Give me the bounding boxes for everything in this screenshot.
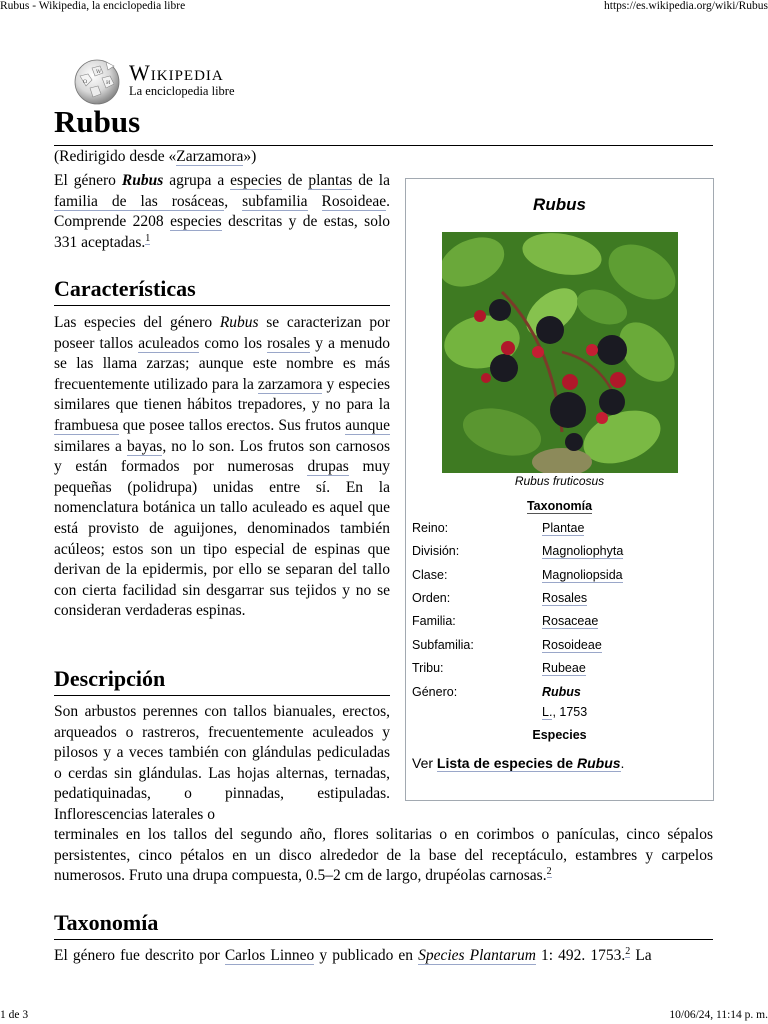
genus-name: Rubus xyxy=(219,314,259,331)
species-list-prefix: Ver xyxy=(412,755,437,771)
body-text: que posee tallos erectos. Sus frutos xyxy=(118,416,346,434)
intro-text: de la xyxy=(352,172,390,189)
taxobox-value-link[interactable]: Rosoideae xyxy=(542,638,602,652)
link-rosoideae[interactable]: Rosoideae xyxy=(321,192,387,210)
body-text: 1: 492. 1753. xyxy=(535,947,626,964)
taxobox-label: Orden: xyxy=(412,591,451,605)
taxobox-value-link[interactable]: Rubeae xyxy=(542,661,586,675)
print-footer-page: 1 de 3 xyxy=(0,1009,29,1021)
species-list-suffix: . xyxy=(620,755,625,771)
svg-text:Ω: Ω xyxy=(83,79,88,85)
section-divider xyxy=(54,939,713,940)
svg-text:И: И xyxy=(106,80,111,86)
print-header xyxy=(0,0,768,14)
heading-caracteristicas: Características xyxy=(54,276,196,301)
taxonomia-paragraph xyxy=(54,946,713,967)
body-text: La xyxy=(630,947,652,964)
body-text: y especies similares que tienen hábitos trepadores, y no para la xyxy=(54,375,390,414)
redirect-link[interactable]: Zarzamora xyxy=(176,148,244,165)
authority-link[interactable]: L. xyxy=(542,705,553,719)
genus-name: Rubus xyxy=(121,172,164,189)
species-list-link-text: Lista de especies de xyxy=(436,755,577,771)
taxobox-value-link[interactable]: Rosaceae xyxy=(542,614,599,628)
link-subfamilia[interactable]: subfamilia xyxy=(242,192,308,210)
caracteristicas-paragraph xyxy=(54,313,390,622)
descripcion-paragraph-column: Son arbustos perennes con tallos bianuales, erectos, arqueados o rastreros, frecuentemente aculeados y pilosos y a veces también con glándulas pediculadas o cerdas sin glándulas. Las hojas alternas, ternadas, pedatiquinadas, o pinnadas, estipuladas. Inflorescencias laterales o xyxy=(54,703,390,823)
body-text: se caracterizan por poseer tallos xyxy=(54,314,390,352)
body-text: y a menudo se las llama zarzas; aunque este nombre es más frecuentemente utilizado para la xyxy=(54,334,390,393)
wikipedia-tagline: La enciclopedia libre xyxy=(129,84,235,98)
section-divider xyxy=(54,305,390,306)
taxobox-value: Rubus xyxy=(542,685,581,699)
link-plantas[interactable]: plantas xyxy=(308,172,353,189)
species-list-link[interactable] xyxy=(437,755,621,772)
body-text: similares a xyxy=(54,437,128,455)
wikipedia-wordmark: Wikipedia xyxy=(129,60,224,85)
taxobox-label: Tribu: xyxy=(412,661,444,675)
body-text: y publicado en xyxy=(314,947,419,964)
species-list-link-row xyxy=(412,755,624,771)
taxobox-authority xyxy=(542,705,587,719)
taxobox-row-orden xyxy=(412,591,707,613)
body-text: Las especies del género xyxy=(54,314,220,331)
taxobox-row-division xyxy=(412,544,707,566)
body-text: como los xyxy=(199,334,268,352)
link-carlos-linneo[interactable]: Carlos Linneo xyxy=(224,947,315,964)
taxobox-label: Familia: xyxy=(412,614,456,628)
heading-descripcion: Descripción xyxy=(54,666,166,691)
taxobox-row-subfamilia xyxy=(412,638,707,660)
taxobox-photo[interactable] xyxy=(442,232,678,473)
ref-2[interactable]: 2 xyxy=(546,866,552,878)
intro-text: , xyxy=(224,192,243,210)
taxobox-caption: Rubus fruticosus xyxy=(514,474,605,488)
link-familia-rosaceas[interactable]: familia de las rosáceas xyxy=(54,192,225,210)
redirect-prefix: (Redirigido desde « xyxy=(54,148,177,165)
link-aculeados[interactable]: aculeados xyxy=(138,334,200,352)
print-footer-date: 10/06/24, 11:14 p. m. xyxy=(669,1009,768,1021)
species-list-link-genus: Rubus xyxy=(576,755,621,771)
link-bayas[interactable]: bayas xyxy=(127,437,163,455)
ref-1[interactable]: 1 xyxy=(145,232,151,244)
taxobox-value-link[interactable]: Magnoliophyta xyxy=(542,544,624,558)
taxobox-label: Género: xyxy=(412,685,458,699)
intro-paragraph xyxy=(54,171,390,253)
body-text: , no lo son. Los frutos son carnosos y están formados por numerosas xyxy=(54,437,390,476)
taxobox-label: Clase: xyxy=(412,568,448,582)
taxonomy-heading xyxy=(406,499,713,513)
taxobox-value-link[interactable]: Rosales xyxy=(542,591,588,605)
intro-text: agrupa a xyxy=(163,172,231,189)
title-divider xyxy=(54,145,713,146)
taxobox-row-reino xyxy=(412,521,707,543)
taxobox-label: Reino: xyxy=(412,521,449,535)
taxobox-label: División: xyxy=(412,544,460,558)
wikipedia-globe-icon xyxy=(72,56,122,106)
taxobox-row-tribu xyxy=(412,661,707,683)
taxobox-title: Rubus xyxy=(533,195,586,214)
intro-text: . Comprende 2208 xyxy=(54,192,390,231)
intro-text: de xyxy=(281,172,309,189)
body-text: terminales en los tallos del segundo año, flores solitarias o en corimbos o panículas, cinco sépalos persistentes, cinco pétalos en un disco alrededor de la base del receptáculo, estambres y carpelos numerosos. Fruto una drupa compuesta, 0.5–2 cm de largo, drupéolas carnosas. xyxy=(54,826,713,885)
especies-heading: Especies xyxy=(532,728,587,742)
wikipedia-logo[interactable] xyxy=(72,54,272,106)
redirect-notice xyxy=(54,148,256,166)
descripcion-paragraph-full xyxy=(54,825,713,887)
print-footer xyxy=(0,1009,768,1023)
print-header-url: https://es.wikipedia.org/wiki/Rubus xyxy=(604,0,768,12)
taxobox-label: Subfamilia: xyxy=(412,638,474,652)
taxobox-value-link[interactable]: Plantae xyxy=(542,521,585,535)
body-text: El género fue descrito por xyxy=(54,947,225,964)
page-title: Rubus xyxy=(54,104,141,139)
link-especies[interactable]: especies xyxy=(230,172,282,189)
taxobox xyxy=(405,178,714,801)
redirect-suffix: ») xyxy=(243,148,257,165)
intro-text: descritas y de estas, solo 331 aceptadas. xyxy=(54,213,390,251)
taxobox-row-genero xyxy=(412,685,707,707)
link-species-plantarum[interactable]: Species Plantarum xyxy=(418,947,536,964)
authority-year: , 1753 xyxy=(552,705,588,719)
link-aunque[interactable]: aunque xyxy=(345,416,390,434)
taxobox-value-link[interactable]: Magnoliopsida xyxy=(542,568,623,582)
link-especies-2[interactable]: especies xyxy=(170,213,222,231)
svg-text:W: W xyxy=(96,69,102,75)
body-text: muy pequeñas (polidrupa) unidas entre sí. En la nomenclatura botánica un tallo aculeado es aquel que está provisto de aguijones, denominados también acúleos; estos son un tipo especial de espinas que derivan de la epidermis, por ello se separan del tallo con cierta facilidad sin desgarrar sus tejidos y no se consideran verdaderas espinas. xyxy=(54,458,391,620)
taxobox-row-familia xyxy=(412,614,707,636)
intro-text: El género xyxy=(54,172,122,189)
print-header-title: Rubus - Wikipedia, la enciclopedia libre xyxy=(0,0,186,12)
blackberry-photo xyxy=(442,232,678,473)
section-divider xyxy=(54,695,390,696)
link-rosales[interactable]: rosales xyxy=(267,334,311,352)
link-frambuesa[interactable]: frambuesa xyxy=(54,416,119,434)
heading-taxonomia: Taxonomía xyxy=(54,910,159,935)
intro-text xyxy=(308,193,322,210)
ref-2[interactable]: 2 xyxy=(625,945,631,957)
link-drupas[interactable]: drupas xyxy=(307,458,349,476)
link-zarzamora[interactable]: zarzamora xyxy=(257,375,323,393)
taxobox-row-clase xyxy=(412,568,707,590)
taxonomy-heading-label: Taxonomía xyxy=(526,499,593,513)
